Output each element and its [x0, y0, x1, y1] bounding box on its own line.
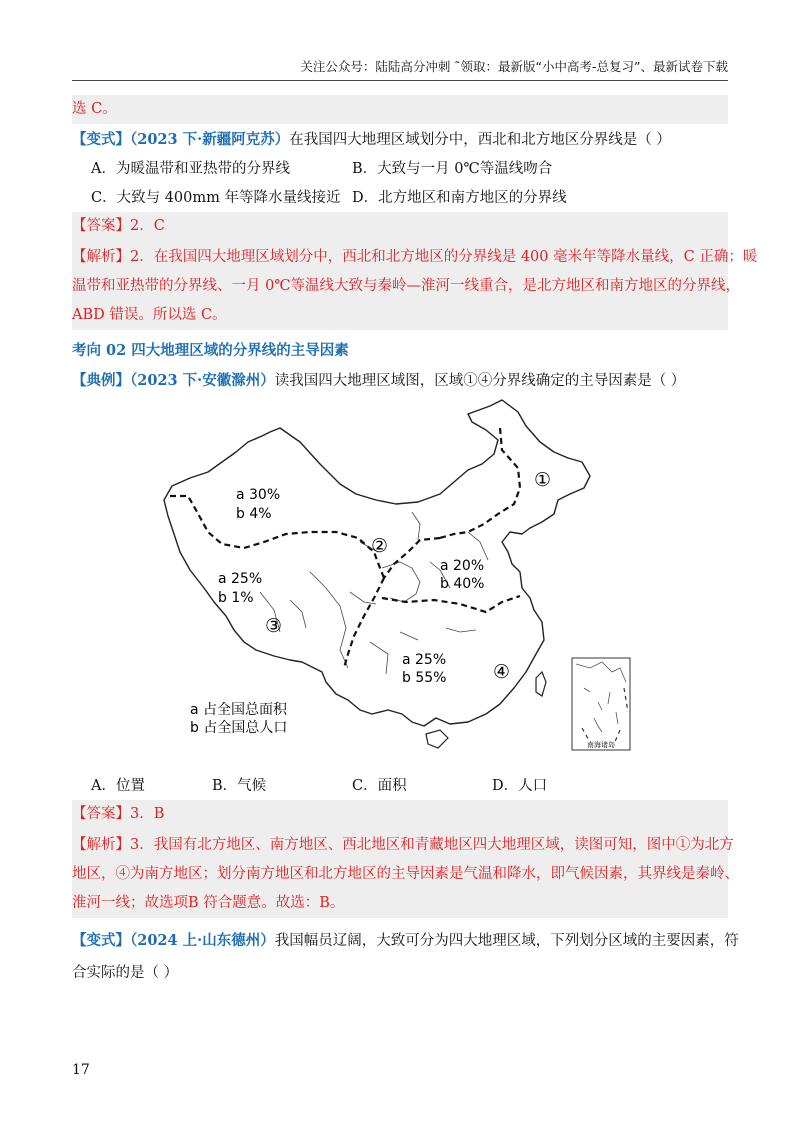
- q2-option-b: B．大致与一月 0℃等温线吻合: [352, 161, 553, 177]
- q3-source: （2023 下·安徽滁州）: [130, 372, 275, 389]
- legend-population: b 占全国总人口: [190, 720, 288, 736]
- hainan-island: [426, 730, 448, 748]
- q3-analysis-line-2: 地区，④为南方地区；划分南方地区和北方地区的主导因素是气温和降水，即气候因素，其界线是秦岭、: [72, 866, 739, 882]
- section-title-text: 考向 02 四大地理区域的分界线的主导因素: [72, 342, 349, 359]
- china-outline: [164, 400, 590, 726]
- china-regions-map: [150, 392, 650, 764]
- q3-answer-line: [72, 800, 728, 829]
- legend-area: a 占全国总面积: [190, 702, 288, 718]
- q2-analysis-line-3: ABD 错误。所以选 C。: [72, 307, 227, 323]
- q3-analysis-tag: 【解析】: [72, 837, 130, 853]
- question-2-stem: [72, 125, 728, 155]
- taiwan-island: [536, 672, 546, 696]
- south-pop-label: b 55%: [402, 670, 447, 686]
- section-title: [72, 340, 728, 362]
- q3-stem-text: 读我国四大地理区域图，区域①④分界线确定的主导因素是（ ）: [274, 373, 686, 389]
- q2-answer-tag: 【答案】: [72, 218, 130, 234]
- q3-option-d: D．人口: [492, 778, 548, 794]
- question-4-stem: [72, 926, 739, 988]
- header-divider: [72, 80, 728, 81]
- q4-source: （2024 上·山东德州）: [130, 932, 275, 949]
- q3-option-c: C．面积: [352, 778, 407, 794]
- north-pop-label: b 40%: [440, 576, 485, 592]
- region-marker-3: ③: [265, 615, 283, 637]
- q2-analysis-line-2: 温带和亚热带的分界线、一月 0℃等温线大致与秦岭—淮河一线重合，是北方地区和南方地区的分界线，: [72, 278, 741, 294]
- qingzang-pop-label: b 1%: [218, 590, 254, 606]
- south-area-label: a 25%: [402, 652, 447, 668]
- qingzang-area-label: a 25%: [218, 571, 263, 587]
- q2-option-d: D．北方地区和南方地区的分界线: [352, 190, 567, 206]
- region-marker-1: ①: [534, 469, 552, 491]
- inset-label: 南海诸岛: [587, 741, 615, 749]
- north-area-label: a 20%: [440, 558, 485, 574]
- prev-analysis-tail: [72, 95, 728, 124]
- q2-stem-text: 在我国四大地理区域划分中，西北和北方地区分界线是（ ）: [289, 132, 671, 148]
- q2-option-a: A．为暖温带和亚热带的分界线: [91, 161, 290, 177]
- q4-stem-line-1: 我国幅员辽阔，大致可分为四大地理区域，下列划分区域的主要因素，符: [274, 933, 739, 949]
- q2-analysis-line-1: [72, 243, 758, 272]
- page-header: 关注公众号：陆陆高分冲刺 ˜领取：最新版“小中高考-总复习”、最新试卷下载: [300, 59, 728, 74]
- q2-answer-analysis: [72, 212, 758, 330]
- q2-answer-text: 2．C: [130, 218, 165, 234]
- q3-answer-analysis: [72, 800, 739, 918]
- page-number: 17: [72, 1062, 90, 1078]
- q2-tag: 【变式】: [72, 131, 130, 148]
- q3-analysis-text-1: 3．我国有北方地区、南方地区、西北地区和青藏地区四大地理区域，读图可知，图中①为北方: [130, 837, 734, 853]
- q4-tag: 【变式】: [72, 932, 130, 949]
- q2-source: （2023 下·新疆阿克苏）: [130, 131, 290, 148]
- q2-answer-line: [72, 212, 728, 241]
- region-marker-2: ②: [371, 535, 389, 557]
- q3-answer-tag: 【答案】: [72, 806, 130, 822]
- q3-option-b: B．气候: [212, 778, 267, 794]
- northwest-pop-label: b 4%: [236, 506, 272, 522]
- q3-answer-text: 3．B: [130, 806, 165, 822]
- q2-analysis-text-1: 2．在我国四大地理区域划分中，西北和北方地区的分界线是 400 毫米年等降水量线，C 正确；暖: [130, 249, 758, 265]
- region-marker-4: ④: [493, 661, 511, 683]
- q4-stem-line-2: 合实际的是（ ）: [72, 965, 179, 981]
- q2-option-c: C．大致与 400mm 年等降水量线接近: [91, 190, 341, 206]
- q3-analysis-line-3: 淮河一线；故选项B 符合题意。故选：B。: [72, 895, 345, 911]
- q3-option-a: A．位置: [91, 778, 145, 794]
- prev-tail-text: 选 C。: [72, 101, 117, 117]
- northwest-area-label: a 30%: [236, 487, 281, 503]
- q3-analysis-line-1: [72, 831, 734, 860]
- q2-analysis-tag: 【解析】: [72, 249, 130, 265]
- q3-tag: 【典例】: [72, 372, 130, 389]
